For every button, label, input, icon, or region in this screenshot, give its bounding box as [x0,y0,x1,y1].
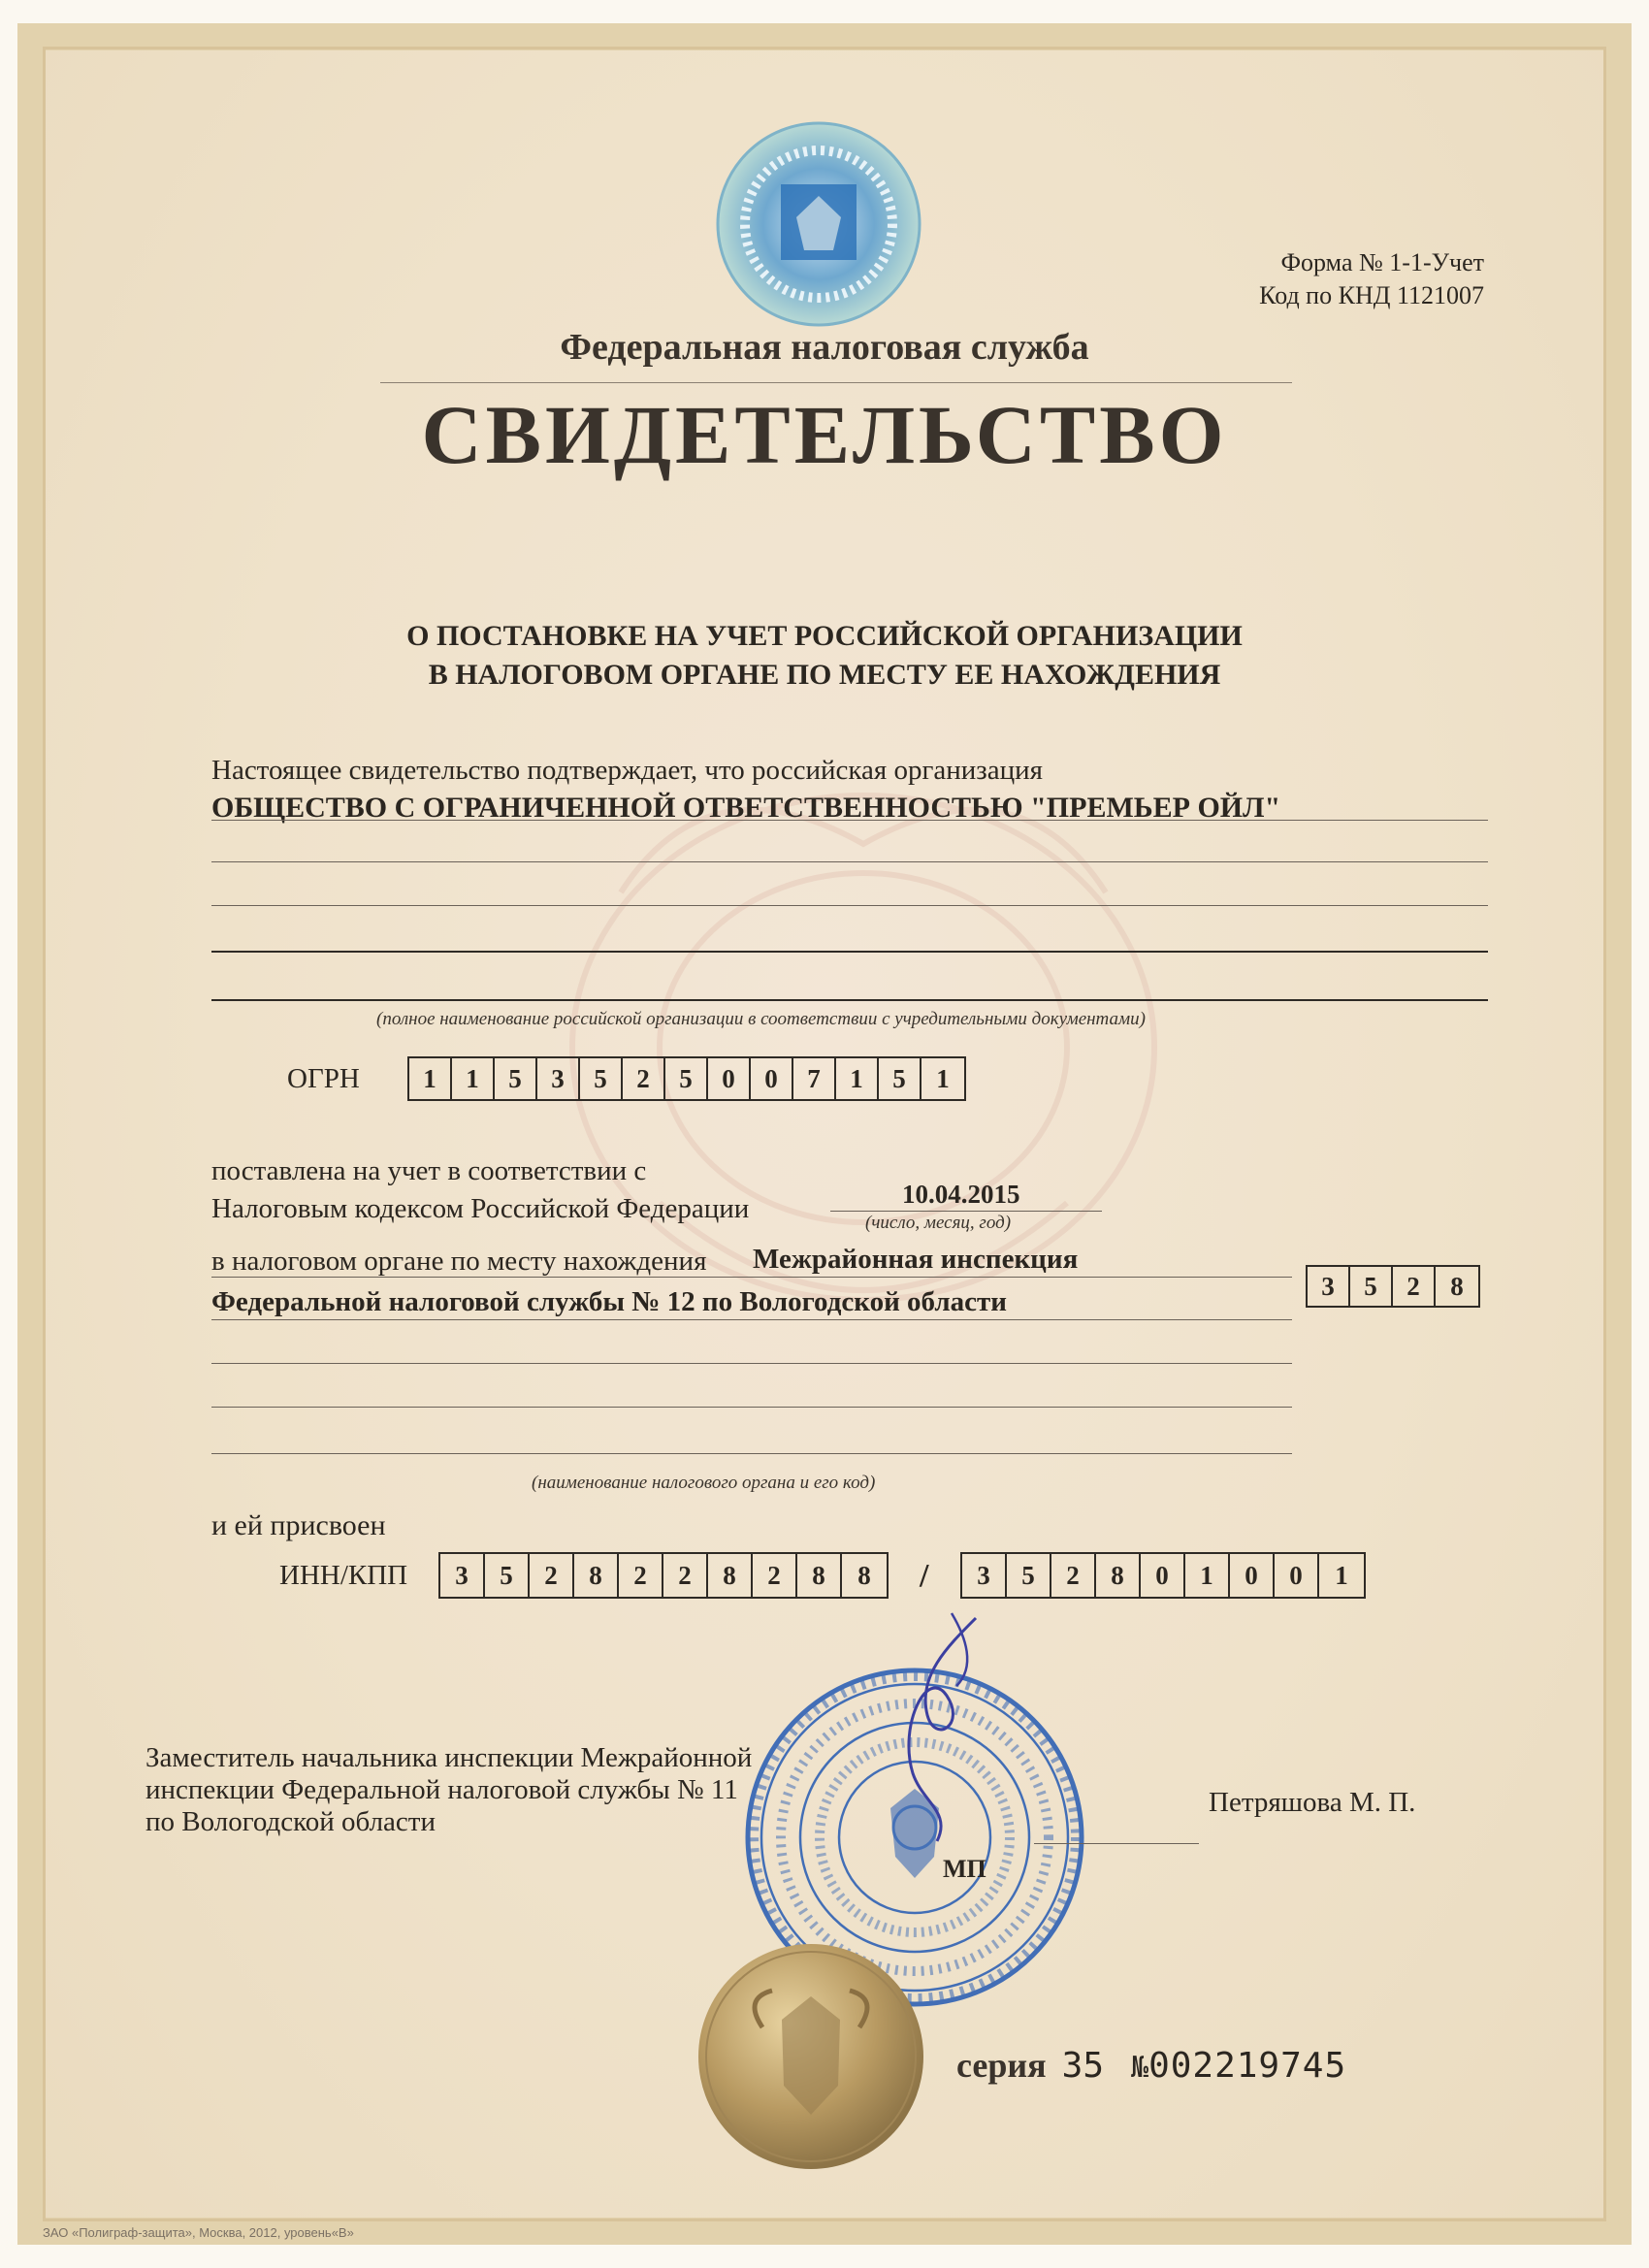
tax-office-name-2: Федеральной налоговой службы № 12 по Вологодской области [211,1286,1007,1317]
inn-digit: 2 [663,1554,708,1597]
kpp-digit: 0 [1141,1554,1185,1597]
ogrn-digit: 5 [495,1058,537,1099]
knd-code: Код по КНД 1121007 [1259,281,1484,309]
inn-digit: 2 [753,1554,797,1597]
ogrn-digit: 0 [708,1058,751,1099]
agency-name: Федеральная налоговая служба [560,327,1089,368]
ogrn-digit: 7 [793,1058,836,1099]
tax-office-code-digit: 8 [1450,1272,1464,1301]
date-caption: (число, месяц, год) [865,1213,1012,1233]
title-rule [380,382,1292,383]
tax-office-line-3 [211,1363,1292,1364]
tax-office-name-1: Межрайонная инспекция [753,1244,1079,1275]
kpp-digits [960,1552,1366,1599]
kpp-digit: 1 [1185,1554,1230,1597]
tax-office-code-digit: 2 [1393,1267,1436,1306]
kpp-digit: 5 [1007,1554,1051,1597]
tax-office-line-1 [211,1277,1292,1278]
series-block [956,2045,1346,2086]
inn-kpp-separator: / [920,1558,929,1594]
ogrn-digit: 5 [879,1058,922,1099]
subtitle-line-1: О ПОСТАНОВКЕ НА УЧЕТ РОССИЙСКОЙ ОРГАНИЗАЦИИ [406,620,1243,652]
number-prefix: № [1131,2051,1149,2085]
kpp-digit: 8 [1096,1554,1141,1597]
org-line-3 [211,905,1488,906]
signatory-line-3: по Вологодской области [146,1806,436,1837]
tax-office-code-digit: 5 [1350,1267,1393,1306]
registration-line-2: Налоговым кодексом Российской Федерации [211,1193,750,1224]
ogrn-digit: 2 [623,1058,665,1099]
tax-office-code-digit: 3 [1308,1267,1350,1306]
kpp-digit: 2 [1051,1554,1096,1597]
hologram-emblem-icon [715,120,922,328]
ogrn-digit: 5 [580,1058,623,1099]
tax-office-caption: (наименование налогового органа и его код) [532,1473,876,1493]
ogrn-digit: 1 [936,1064,950,1093]
gold-seal-icon [695,1940,927,2173]
org-line-2 [211,861,1488,862]
assigned-text: и ей присвоен [211,1509,386,1541]
registration-line-1: поставлена на учет в соответствии с [211,1155,647,1186]
org-line-1 [211,820,1488,821]
printer-note: ЗАО «Полиграф-защита», Москва, 2012, уровень«В» [43,2225,354,2240]
series-number: 002219745 [1148,2046,1347,2086]
certificate-subtitle [0,617,1649,695]
form-number: Форма № 1-1-Учет [1280,248,1484,276]
registration-date: 10.04.2015 [902,1180,1020,1209]
organization-name: ОБЩЕСТВО С ОГРАНИЧЕННОЙ ОТВЕТСТВЕННОСТЬЮ "ПРЕМЬЕР ОЙЛ" [211,792,1281,824]
kpp-digit: 1 [1335,1561,1348,1590]
ogrn-digit: 1 [409,1058,452,1099]
intro-text: Настоящее свидетельство подтверждает, что российская организация [211,755,1043,786]
registration-text [211,1152,749,1228]
ogrn-digits [407,1056,966,1101]
series-value: 35 [1061,2046,1104,2086]
ogrn-digit: 0 [751,1058,793,1099]
inn-digit: 2 [619,1554,663,1597]
signatory-title [146,1742,752,1838]
ogrn-digit: 1 [836,1058,879,1099]
date-line [830,1211,1102,1212]
inn-digits [438,1552,889,1599]
stamp-mark: МП [943,1855,986,1883]
ogrn-digit: 3 [537,1058,580,1099]
signature-line [1034,1843,1199,1844]
inn-digit: 8 [857,1561,871,1590]
signatory-line-2: инспекции Федеральной налоговой службы № 11 [146,1774,738,1805]
inn-digit: 2 [530,1554,574,1597]
signatory-name: Петряшова М. П. [1209,1787,1416,1818]
subtitle-line-2: В НАЛОГОВОМ ОРГАНЕ ПО МЕСТУ ЕЕ НАХОЖДЕНИЯ [428,659,1221,691]
kpp-digit: 3 [962,1554,1007,1597]
signatory-line-1: Заместитель начальника инспекции Межрайонной [146,1742,753,1773]
page-title: СВИДЕТЕЛЬСТВО [421,388,1228,481]
tax-office-line-2 [211,1319,1292,1320]
tax-office-line-5 [211,1453,1292,1454]
kpp-digit: 0 [1275,1554,1319,1597]
form-code [1203,246,1484,312]
ogrn-digit: 1 [452,1058,495,1099]
inn-digit: 3 [440,1554,485,1597]
signature-icon [859,1608,1005,1861]
tax-office-code [1306,1265,1480,1308]
inn-kpp-label: ИНН/КПП [279,1560,408,1591]
org-line-5 [211,999,1488,1001]
ogrn-digit: 5 [665,1058,708,1099]
tax-office-prefix: в налоговом органе по месту нахождения [211,1246,707,1277]
ogrn-label: ОГРН [287,1063,360,1094]
inn-digit: 8 [797,1554,842,1597]
series-label: серия [956,2046,1047,2085]
inn-digit: 5 [485,1554,530,1597]
inn-digit: 8 [574,1554,619,1597]
org-line-4 [211,951,1488,953]
kpp-digit: 0 [1230,1554,1275,1597]
org-caption: (полное наименование российской организации в соответствии с учредительными документами) [376,1009,1146,1029]
inn-digit: 8 [708,1554,753,1597]
tax-office-line-4 [211,1407,1292,1408]
